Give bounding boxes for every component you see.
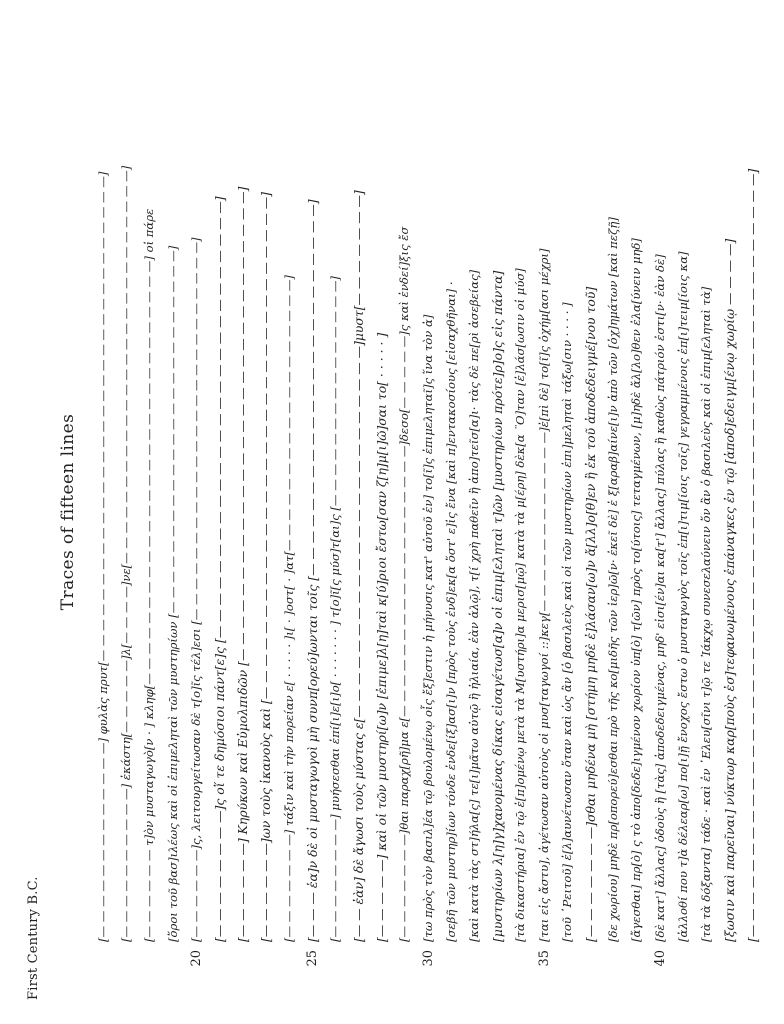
inscription-line-text: [τω πρὸς τὸν βασιλ]έα τῷ βουλομένῳ οἷς ἔξ]εστιν ἡ μήνυσις κατ' αὐτοῦ ἐν] το[ῖ]ς ἐπιμεληταῖ]ς ἵνα τὸν ἀ]: [420, 314, 435, 942]
inscription-line: [185, 30, 208, 942]
inscription-line-text: [— — — — — — — —] μυήσεσθαι ἐπί[ι]ε[ι]ο[ · · · · · · · ] τ[ο]ῖ[ς μύσ]τ[αι]ς [— — — — — — — — — — — — — — —]: [327, 276, 342, 942]
running-head: First Century B.C.: [26, 876, 41, 1000]
inscription-line: [208, 30, 231, 942]
inscription-line-text: [ξωσιν καὶ παρεῖναι] νύκτωρ καρ[ποὺς ἐσ]τεφανωμένους ἐπάναγκες ἐν τῷ [ἀποδ]εδειγμ[ένῳ χωρίῳ — — — —]: [722, 238, 738, 942]
inscription-line: [672, 30, 695, 942]
inscription-line-text: [— — ἐὰν] δὲ ἄγωσι τοὺς μύστας ε[— — — — — — — — — — — — — — — — — — — — — — —]μυστ[— — — — — — —]: [351, 190, 367, 942]
inscription-line-text: [— — — — — — — — — —] ἑκάστη[— — — — —]λ[— — — —]νε[— — — — — — — — — — — — — — — — — — — — — — — — — —]: [119, 165, 134, 942]
line-number: 40: [652, 950, 668, 967]
inscription-line: [254, 30, 277, 942]
inscription-line-text: [τὰ δικαστήρια] ἐν τῷ ἐ[π]ομένῳ μετὰ τὰ Μ[υστήρι]α μερισ[μῷ] κατὰ τὰ μ[έρη] δὲκ[α ¨Ο]ταν [ἐ]λάσ[ωσιν οἱ μύσ]: [513, 268, 528, 942]
inscription-line-text: [ἀλλοθί που τ]ὰ δέλεαρ[ω] πο[ι]ῇ ἔνοχος ἔστω ὁ μυσταγωγὸς τοῖς ἐπ[ι]τιμ[ίοις τοῖς] γεγραμμένοις ἐπ[ι]τειμ[ίοις κα]: [675, 251, 690, 942]
inscription-line-text: [— — — — — — —] τάξιν καὶ τὴν πορείαν ε[ · · · · · ]ι[ · ]οστ[ · ]ατ[— — — — — — — — — — — — — — — — — —]: [281, 275, 296, 942]
inscription-line-text: [δε χωρίου] μηδὲ πρ[οπορεύ]εσθαι πρὸ τῆς κο[μιδῆς τῶν ἱερ]ῶ[ν· ἐκεῖ δὲ] ἐ ξ[αραβ]αίνε[ι]ν ἀπὸ τῶν [ὀχ]ημάτων [καὶ πεζῇ]: [606, 217, 621, 942]
inscription-line: [579, 30, 602, 942]
inscription-line: [370, 30, 393, 942]
inscription-line: [324, 30, 347, 942]
inscription-line-text: [— — — ἑα]ν δὲ οἱ μυσταγωγοὶ μὴ συνπ[ορεύ]ωνται τοῖς [— — — — — — — — — — — — — — — — — — — — — — —]: [304, 199, 320, 942]
inscription-line: [301, 30, 324, 942]
inscription-line-text: [— — — — — — τ]ὸν μυσταγωγὸ[ν · ] κληφ[— — — — — — — — — — — — — — — — — — — — — — — — — — — —] οἱ πάρε: [142, 208, 157, 942]
inscription-line: [440, 30, 463, 942]
inscription-line: [463, 30, 486, 942]
inscription-line-text: [μυστηρίων λ[η]γ]χανομένας δίκας εἰσαγέτωσ[α]ν οἱ ἐπιμ[εληταὶ τ]ῶν [μυστηρίων πρότε]ρ]ο]ς εἰς πάντα]: [490, 270, 506, 942]
inscription-line-text: [ἄγεσθαι] πρ[ὸ] ς τὸ ἀπο[δεδε]ιγμένον χωρίον ὑπ[ὸ] τ[ῶν] πρὸς το[ύτοις] τεταγμένων, [μ]ηδὲ ἄλ[λο]θεν ἐλα[ύνειν μηδ]: [629, 238, 644, 942]
inscription-line-text: [— — — — — — — — — — — — — — — — — — — — — — — — — — — — — — — — — — — — — — — — — — — — — — —]: [745, 168, 761, 942]
inscription-line-text: [σεβῆ τῶν μυστηρ]ίων τόνδε ἐνδε[ίξ]ασ[ι]ν [πρὸς τοὺς ἐνδ]εκ[α ὅστ' ε]ἰς ἔνα [καὶ π]εντακοσίους [εἰσαχθῆναι] ·: [443, 281, 458, 942]
line-number: 20: [188, 950, 204, 967]
inscription-line: [231, 30, 254, 942]
line-number: 35: [536, 950, 552, 967]
inscription-line-text: [— — — — — —]ων τοὺς ἱκανοὺς καὶ [— — — — — — — — — — — — — — — — — — — — — — — — — — — — — — —]: [258, 192, 274, 942]
inscription-line-text: [ὅροι τοῦ βασ]ιλέως καὶ οἱ ἐπιμεληταὶ τῶν μυστηρίων [— — — — — — — — — — — — — — — — — — — — — — — —]: [165, 245, 180, 942]
inscription-line-text: [— — — — — — — —]ς οἵ τε δημόσιοι πάντ[ε]ς [— — — — — — — — — — — — — — — — — — — — — — — — — — —]: [211, 196, 227, 942]
line-number: 30: [420, 950, 436, 967]
inscription-line-text: [τὰ τὰ δόξαντα] τάδε · καὶ ἐν ᾿Ελευ[σῖνι τ]ῷ τε Ἰάκχῳ συνεσελαύνειν ὅν ἂν ὁ βασιλεὺς καὶ οἱ ἐπιμ[εληταὶ τὰ]: [698, 286, 713, 942]
inscription-line-text: [ται εἰς ἄστυ], ἀγέτωσαν αὐτοὺς οἱ μυσ[ταγωγοί ::]κεγ[— — — — — — — — — — — —]ἐ[πὶ δὲ] το[ῖ]ς ὀχήμ[ασι μέχρι]: [536, 248, 551, 942]
inscription-text-block: [92, 30, 764, 942]
inscription-line: [347, 30, 370, 942]
inscription-line: [718, 30, 741, 942]
inscription-line-text: [— — — — — — — — — — — — —] φυλὰς πρυτ[— — — — — — — — — — — — — — — — — — — — — — — — — — — — — — — —]: [96, 171, 110, 942]
inscription-line: [602, 30, 625, 942]
inscription-line: [625, 30, 648, 942]
inscription-line: [393, 30, 416, 942]
inscription-line: [115, 30, 138, 942]
inscription-line: [556, 30, 579, 942]
line-number: 25: [304, 950, 320, 967]
inscription-line-text: [— — — — — —] Κηρύκων καὶ Εὐμολπιδῶν [— — — — — — — — — — — — — — — — — — — — — — — — — — — — —]: [235, 186, 251, 942]
inscription-line-text: [δὲ κατ'] ἄλλας] ὁδοὺς ἢ [τὰς] ἀποδεδειγμένας, μηδ' εἰσι[έν]αι κα[τ'] ἄλλας] πύλας ἢ καθὼς πάτριόν ἐστι[ν· ἐὰν δὲ]: [652, 254, 667, 942]
section-title: Traces of fifteen lines: [58, 413, 78, 611]
inscription-line-text: [τοῦ ῾Ρειτοῦ] ἐ[λ]αυνέτωσαν ὅταν καὶ ὡς ἂν [ὁ βασιλεὺς καὶ οἱ τῶν μυστηρίων ἐπι]μεληταὶ τάξω[σιν · · · · ]: [559, 302, 574, 942]
inscription-line-text: [— — — — — — —]θαι παραχ[ρῆ]μα ε[— — — — — — — — — — — — — — — — — —]δεσο[— — — — —]ς καὶ ἐνδεί]ξις ἔσ: [397, 226, 412, 942]
inscription-line: [741, 30, 764, 942]
inscription-line: [138, 30, 161, 942]
inscription-line: [695, 30, 718, 942]
inscription-line: [417, 30, 440, 942]
inscription-line: [486, 30, 509, 942]
inscription-line: [533, 30, 556, 942]
inscription-line: [92, 30, 115, 942]
inscription-line: [278, 30, 301, 942]
inscription-line-text: [— — — — — — —]σθαι μηδένα μὴ [στήμη μηδὲ ἐ]λάσαν[ω]ν ἄ[λλ]ο[θ]εν ἢ ἐκ τοῦ ἀποδεδειγμέ[νου τοῦ]: [582, 286, 598, 942]
inscription-line-text: [— — — — — —]ς, λειτουργείτωσαν δὲ τ[ο]ῖς τέλ]εσι [— — — — — — — — — — — — — — — — — — — — — — — — —]: [188, 237, 203, 942]
inscription-line: [162, 30, 185, 942]
inscription-line: [649, 30, 672, 942]
inscription-line-text: [καὶ κατὰ τὰς στ]ήλα[ς] τε[ι]μᾶτω αὐτῷ ἢ ἡλιαία, ἐὰν ἁλῷ], τ[ί χρὴ παθεῖν ἢ ἀπο]τεῖσ[α]ι· τὰς δὲ πε[ρὶ ἀσεβείας]: [467, 269, 481, 942]
inscription-line: [509, 30, 532, 942]
inscription-line-text: [— — — — —] καὶ οἱ τῶν μυστηρί[ω]ν [ἐπιμε]λ[η]ταὶ κ[ύ]ριοι ἔστω[σαν ζ[η]μ[ι]ῶ]σαι το[ · · · · · ]: [374, 332, 390, 942]
